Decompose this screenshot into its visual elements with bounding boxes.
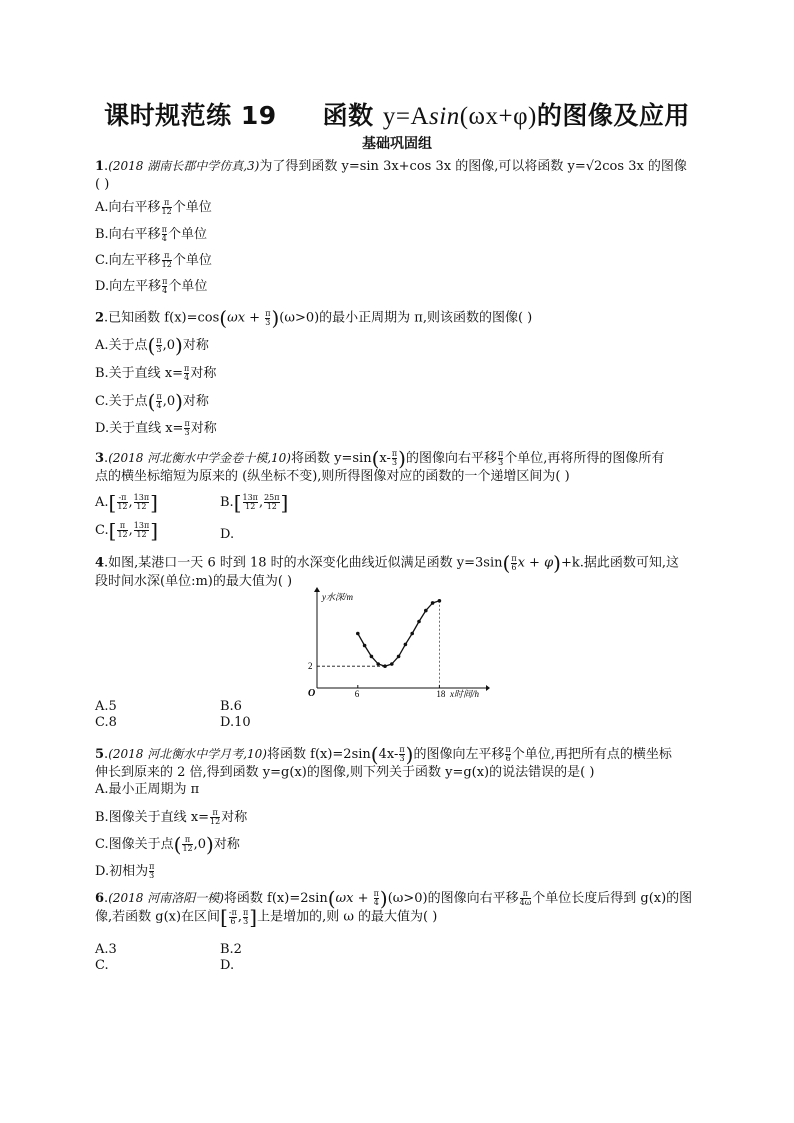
data-point <box>370 655 374 659</box>
q1-option-c[interactable]: C.向左平移 $\frac{\pi}{12}$ 个单位 <box>95 251 212 269</box>
q5-option-a[interactable]: A.最小正周期为 π <box>95 782 200 797</box>
q2-option-b[interactable]: B.关于直线 x= $\frac{\pi}{4}$ 对称 <box>95 364 217 382</box>
water-depth-chart <box>300 584 490 700</box>
q5-option-b[interactable]: B.图像关于直线 x= $\frac{\pi}{12}$ 对称 <box>95 808 248 826</box>
origin-label: O <box>308 688 316 699</box>
q1-option-d[interactable]: D.向左平移 $\frac{\pi}{4}$ 个单位 <box>95 277 208 295</box>
data-point <box>417 620 421 624</box>
question-4: 4.如图,某港口一天 6 时到 18 时的水深变化曲线近似满足函数 y=3sin( $\frac{\pi}{6}$ x + φ)+k.据此函数可知,这 段时间水深(单位:m)的最大值为( ) <box>95 551 680 589</box>
question-2: 2.已知函数 f(x)=cos(ωx + $\frac{\pi}{3}$ )(ω>0)的最小正周期为 π,则该函数的图像( ) <box>95 306 533 330</box>
data-point <box>383 664 387 668</box>
x-tick-label: 18 <box>436 689 446 699</box>
q3-option-b[interactable]: B.[ $\frac{13\pi}{12}$ , $\frac{25\pi}{12}$ ] <box>220 490 289 515</box>
q6-option-d[interactable]: D. <box>220 958 235 973</box>
x-axis-label: x时间/h <box>450 689 479 699</box>
q4-option-b[interactable]: B.6 <box>220 699 242 714</box>
y-axis-arrow <box>314 587 320 592</box>
title-formula: y=Asin(ωx+φ) <box>382 103 537 130</box>
data-point <box>390 662 394 666</box>
question-1: 1.(2018 湖南长郡中学仿真,3)为了得到函数 y=sin 3x+cos 3x 的图像,可以将函数 y=√2cos 3x 的图像 ( ) <box>95 159 687 192</box>
x-tick-label: 6 <box>354 689 360 699</box>
q6-option-c[interactable]: C. <box>95 958 109 973</box>
data-point <box>363 644 367 648</box>
y-axis-label: y水深/m <box>322 592 353 602</box>
data-point <box>404 643 408 647</box>
q3-option-a[interactable]: A.[ $\frac{-\pi}{12}$ , $\frac{13\pi}{12}$ ] <box>95 490 158 515</box>
q2-option-a[interactable]: A.关于点( $\frac{\pi}{3}$ ,0)对称 <box>95 333 209 358</box>
q4-option-d[interactable]: D.10 <box>220 715 251 730</box>
q6-option-a[interactable]: A.3 <box>95 942 117 957</box>
q4-option-a[interactable]: A.5 <box>95 699 117 714</box>
q1-option-b[interactable]: B.向右平移 $\frac{\pi}{4}$ 个单位 <box>95 225 207 243</box>
title-lesson: 课时规范练 19 <box>104 101 277 130</box>
x-axis-arrow <box>486 685 490 691</box>
q2-option-d[interactable]: D.关于直线 x= $\frac{\pi}{3}$ 对称 <box>95 419 217 437</box>
q3-option-d[interactable]: D. <box>220 527 235 542</box>
data-point <box>431 601 435 605</box>
q5-option-d[interactable]: D.初相为 $\frac{\pi}{3}$ <box>95 862 155 880</box>
q1-option-a[interactable]: A.向右平移 $\frac{\pi}{12}$ 个单位 <box>95 198 212 216</box>
data-point <box>397 655 401 659</box>
title-end: 的图像及应用 <box>536 101 690 130</box>
title-function-word: 函数 <box>322 101 374 130</box>
data-point <box>424 609 428 613</box>
q4-option-c[interactable]: C.8 <box>95 715 117 730</box>
question-6: 6.(2018 河南洛阳一模)将函数 f(x)=2sin(ωx + $\frac{\pi}{4}$ )(ω>0)的图像向右平移 $\frac{\pi}{4\omega}$ 个单位长度后得到 g(x)的图 像,若函数 g(x)在区间[ $\frac{-\pi}{6}$ , $\frac{\pi}{3}$ ]上是增加的,则 ω 的最大值为( ) <box>95 886 693 929</box>
q3-option-c[interactable]: C.[ $\frac{\pi}{12}$ , $\frac{13\pi}{12}$ ] <box>95 518 159 543</box>
data-point <box>356 632 360 636</box>
data-point <box>376 662 380 666</box>
q6-option-b[interactable]: B.2 <box>220 942 242 957</box>
y-tick-label: 2 <box>308 661 313 672</box>
question-3: 3.(2018 河北衡水中学金卷十模,10)将函数 y=sin(x- $\frac{\pi}{3}$ )的图像向右平移 $\frac{\pi}{3}$ 个单位,再将所得的图像所有 点的横坐标缩短为原来的 (纵坐标不变),则所得图像对应的函数的一个递增区间为( ) <box>95 446 665 484</box>
q2-option-c[interactable]: C.关于点( $\frac{\pi}{4}$ ,0)对称 <box>95 389 209 414</box>
page-title <box>0 96 794 132</box>
question-5: 5.(2018 河北衡水中学月考,10)将函数 f(x)=2sin(4x- $\frac{\pi}{3}$ )的图像向左平移 $\frac{\pi}{6}$ 个单位,再把所有点的横坐标 伸长到原来的 2 倍,得到函数 y=g(x)的图像,则下列关于函数 y=g(x)的说法错误的是( ) <box>95 742 672 780</box>
section-subtitle: 基础巩固组 <box>362 136 432 152</box>
data-point <box>438 599 442 603</box>
q5-option-c[interactable]: C.图像关于点( $\frac{\pi}{12}$ ,0)对称 <box>95 832 240 857</box>
data-point <box>410 632 414 636</box>
